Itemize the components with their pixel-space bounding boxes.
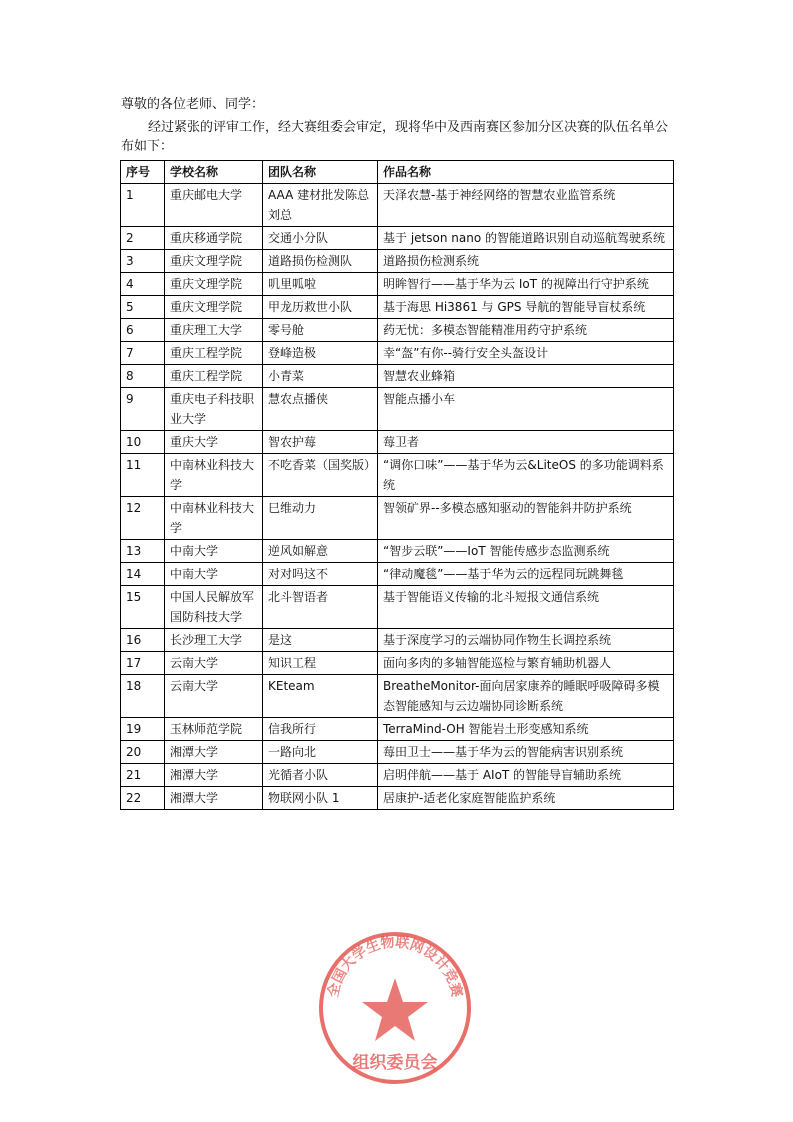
table-row <box>121 652 674 675</box>
cell-team: 零号舱 <box>263 319 378 342</box>
table-row <box>121 342 674 365</box>
cell-work: 启明伴航——基于 AIoT 的智能导盲辅助系统 <box>378 764 674 787</box>
table-row <box>121 629 674 652</box>
cell-school: 云南大学 <box>165 675 263 718</box>
cell-index: 16 <box>121 629 165 652</box>
cell-work: 道路损伤检测系统 <box>378 250 674 273</box>
cell-team: 对对吗这不 <box>263 563 378 586</box>
cell-work: 基于智能语义传输的北斗短报文通信系统 <box>378 586 674 629</box>
table-row <box>121 227 674 250</box>
cell-index: 17 <box>121 652 165 675</box>
table-row <box>121 388 674 431</box>
cell-school: 重庆工程学院 <box>165 365 263 388</box>
cell-school: 中南大学 <box>165 540 263 563</box>
cell-team: 一路向北 <box>263 741 378 764</box>
cell-work: 天泽农慧-基于神经网络的智慧农业监管系统 <box>378 184 674 227</box>
cell-index: 7 <box>121 342 165 365</box>
cell-team: AAA 建材批发陈总刘总 <box>263 184 378 227</box>
cell-work: “智步云联”——IoT 智能传感步态监测系统 <box>378 540 674 563</box>
cell-index: 12 <box>121 497 165 540</box>
cell-team: 智农护莓 <box>263 431 378 454</box>
cell-work: 智领矿界--多模态感知驱动的智能斜井防护系统 <box>378 497 674 540</box>
cell-team: 不吃香菜（国奖版） <box>263 454 378 497</box>
cell-school: 玉林师范学院 <box>165 718 263 741</box>
cell-school: 重庆理工大学 <box>165 319 263 342</box>
official-seal <box>315 928 475 1088</box>
header-team: 团队名称 <box>263 161 378 184</box>
table-row <box>121 540 674 563</box>
cell-school: 重庆工程学院 <box>165 342 263 365</box>
seal-ring-text <box>324 934 465 999</box>
header-work: 作品名称 <box>378 161 674 184</box>
cell-team: 登峰造极 <box>263 342 378 365</box>
seal-star-icon <box>362 978 428 1041</box>
header-school: 学校名称 <box>165 161 263 184</box>
table-row <box>121 497 674 540</box>
cell-work: 药无忧：多模态智能精准用药守护系统 <box>378 319 674 342</box>
salutation: 尊敬的各位老师、同学： <box>121 97 265 112</box>
cell-team: 光循者小队 <box>263 764 378 787</box>
table-row <box>121 764 674 787</box>
cell-work: 基于深度学习的云端协同作物生长调控系统 <box>378 629 674 652</box>
cell-work: 智能点播小车 <box>378 388 674 431</box>
table-row <box>121 718 674 741</box>
cell-school: 中南林业科技大学 <box>165 497 263 540</box>
cell-index: 5 <box>121 296 165 319</box>
cell-index: 3 <box>121 250 165 273</box>
cell-work: 基于海思 Hi3861 与 GPS 导航的智能导盲杖系统 <box>378 296 674 319</box>
table-row <box>121 741 674 764</box>
table-row <box>121 250 674 273</box>
cell-school: 中南林业科技大学 <box>165 454 263 497</box>
cell-index: 2 <box>121 227 165 250</box>
table-row <box>121 431 674 454</box>
cell-index: 15 <box>121 586 165 629</box>
table-body <box>121 184 674 810</box>
team-list-table <box>120 160 674 810</box>
cell-school: 湘潭大学 <box>165 787 263 810</box>
cell-work: “调你口味”——基于华为云&LiteOS 的多功能调料系统 <box>378 454 674 497</box>
cell-index: 14 <box>121 563 165 586</box>
cell-index: 19 <box>121 718 165 741</box>
cell-index: 10 <box>121 431 165 454</box>
cell-school: 重庆电子科技职业大学 <box>165 388 263 431</box>
cell-index: 8 <box>121 365 165 388</box>
cell-team: 小青菜 <box>263 365 378 388</box>
cell-school: 重庆移通学院 <box>165 227 263 250</box>
cell-work: TerraMind-OH 智能岩土形变感知系统 <box>378 718 674 741</box>
table-row <box>121 365 674 388</box>
cell-team: 知识工程 <box>263 652 378 675</box>
cell-school: 中国人民解放军国防科技大学 <box>165 586 263 629</box>
cell-school: 湘潭大学 <box>165 741 263 764</box>
cell-school: 重庆邮电大学 <box>165 184 263 227</box>
cell-index: 20 <box>121 741 165 764</box>
cell-index: 9 <box>121 388 165 431</box>
cell-index: 22 <box>121 787 165 810</box>
cell-index: 21 <box>121 764 165 787</box>
cell-work: 莓田卫士——基于华为云的智能病害识别系统 <box>378 741 674 764</box>
cell-work: 明眸智行——基于华为云 IoT 的视障出行守护系统 <box>378 273 674 296</box>
cell-index: 4 <box>121 273 165 296</box>
cell-school: 重庆文理学院 <box>165 273 263 296</box>
cell-index: 13 <box>121 540 165 563</box>
table-row <box>121 563 674 586</box>
cell-team: 道路损伤检测队 <box>263 250 378 273</box>
table-row <box>121 273 674 296</box>
cell-school: 重庆大学 <box>165 431 263 454</box>
cell-team: 是这 <box>263 629 378 652</box>
cell-index: 6 <box>121 319 165 342</box>
cell-school: 重庆文理学院 <box>165 296 263 319</box>
cell-index: 18 <box>121 675 165 718</box>
cell-index: 11 <box>121 454 165 497</box>
cell-team: 慧农点播侠 <box>263 388 378 431</box>
table-row <box>121 586 674 629</box>
cell-work: 智慧农业蜂箱 <box>378 365 674 388</box>
table-row <box>121 184 674 227</box>
table-row <box>121 296 674 319</box>
cell-school: 重庆文理学院 <box>165 250 263 273</box>
cell-school: 云南大学 <box>165 652 263 675</box>
header-index: 序号 <box>121 161 165 184</box>
table-row <box>121 675 674 718</box>
cell-team: 叽里呱啦 <box>263 273 378 296</box>
seal-ring-textpath: 全国大学生物联网设计竞赛 <box>325 934 465 999</box>
cell-team: 交通小分队 <box>263 227 378 250</box>
table-row <box>121 319 674 342</box>
cell-work: “律动魔毯”——基于华为云的远程同玩跳舞毯 <box>378 563 674 586</box>
seal-ring <box>321 934 469 1082</box>
cell-school: 中南大学 <box>165 563 263 586</box>
cell-team: 甲龙历救世小队 <box>263 296 378 319</box>
seal-center-text: 组织委员会 <box>352 1053 438 1073</box>
cell-work: 面向多肉的多轴智能巡检与繁育辅助机器人 <box>378 652 674 675</box>
cell-work: 莓卫者 <box>378 431 674 454</box>
cell-team: 物联网小队 1 <box>263 787 378 810</box>
cell-work: 居康护-适老化家庭智能监护系统 <box>378 787 674 810</box>
cell-school: 湘潭大学 <box>165 764 263 787</box>
cell-work: 基于 jetson nano 的智能道路识别自动巡航驾驶系统 <box>378 227 674 250</box>
cell-index: 1 <box>121 184 165 227</box>
cell-team: KEteam <box>263 675 378 718</box>
table-header-row <box>121 161 674 184</box>
table-row <box>121 787 674 810</box>
cell-team: 北斗智语者 <box>263 586 378 629</box>
cell-school: 长沙理工大学 <box>165 629 263 652</box>
intro-paragraph: 经过紧张的评审工作，经大赛组委会审定，现将华中及西南赛区参加分区决赛的队伍名单公布如下： <box>121 120 669 154</box>
cell-team: 巳维动力 <box>263 497 378 540</box>
cell-team: 逆风如解意 <box>263 540 378 563</box>
cell-work: BreatheMonitor-面向居家康养的睡眠呼吸障碍多模态智能感知与云边端协同诊断系统 <box>378 675 674 718</box>
cell-work: 幸“盔”有你--骑行安全头盔设计 <box>378 342 674 365</box>
cell-team: 信我所行 <box>263 718 378 741</box>
table-row <box>121 454 674 497</box>
